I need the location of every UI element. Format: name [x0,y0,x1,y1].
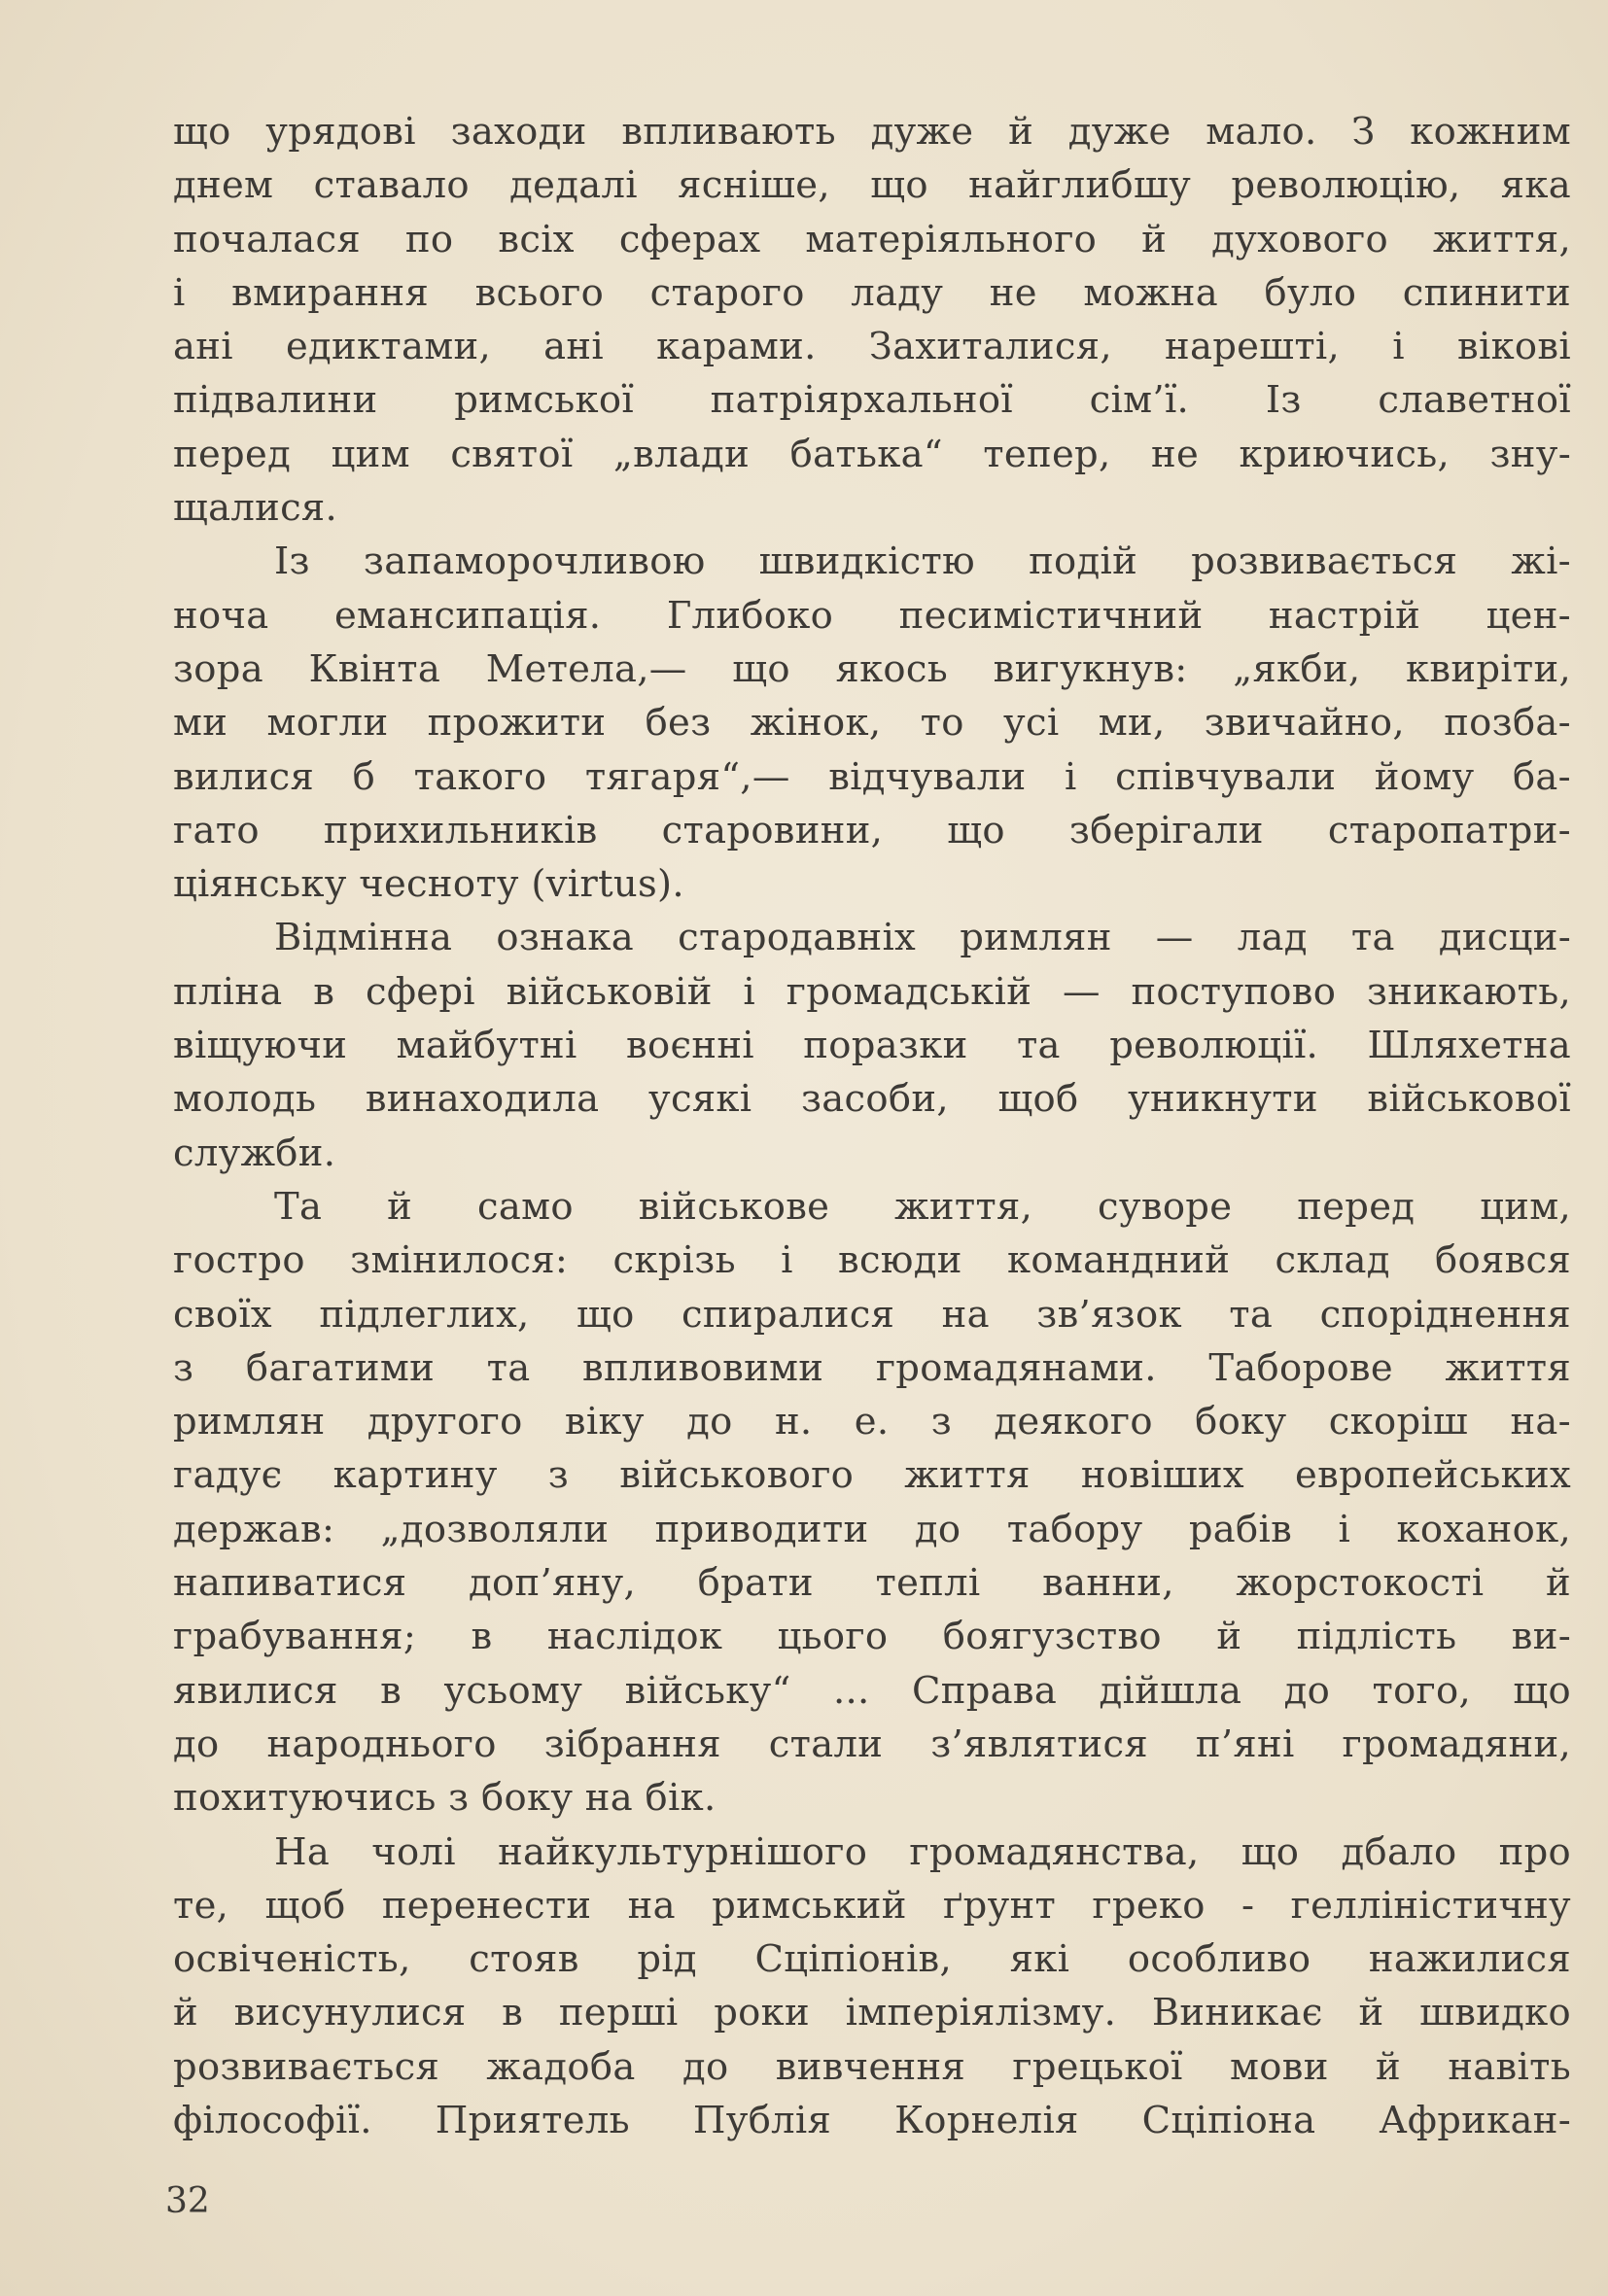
text-line: з багатими та впливовими громадянами. Таборове життя [173,1345,1571,1390]
text-line: гостро змінилося: скрізь і всюди командний склад боявся [173,1238,1571,1283]
text-line: ми могли прожити без жінок, то усі ми, звичайно, позба- [173,701,1571,746]
page-number: 32 [165,2181,210,2221]
text-line: почалася по всіх сферах матеріяльного й духового життя, [173,217,1571,261]
text-line: ноча емансипація. Глибоко песимістичний настрій цен- [173,593,1571,638]
text-line: Та й само військове життя, суворе перед цим, [274,1184,1571,1229]
text-line: розвивається жадоба до вивчення грецької мови й навіть [173,2044,1571,2089]
text-line: На чолі найкультурнішого громадянства, що дбало про [274,1829,1571,1874]
paragraph [173,535,1571,911]
text-line: віщуючи майбутні воєнні поразки та революції. Шляхетна [173,1024,1571,1068]
text-line: служби. [173,1131,336,1175]
paragraph [173,911,1571,1179]
text-line: гадує картину з військового життя новіших европейських [173,1453,1571,1498]
text-line: ані едиктами, ані карами. Захиталися, нарешті, і вікові [173,325,1571,369]
text-line: днем ставало дедалі ясніше, що найглибшу революцію, яка [173,163,1571,208]
text-line: філософії. Приятель Публія Корнелія Сціпіона Африкан- [173,2098,1571,2142]
text-line: до народнього зібрання стали з’являтися п’яні громадяни, [173,1722,1571,1766]
text-line: перед цим святої „влади батька“ тепер, не криючись, зну- [173,432,1571,476]
text-line: підвалини римської патріярхальної сім’ї. Із славетної [173,378,1571,423]
text-line: і вмирання всього старого ладу не можна було спинити [173,270,1571,315]
text-line: й висунулися в перші роки імперіялізму. Виникає й швидко [173,1991,1571,2035]
paragraph [173,105,1571,535]
text-line: молодь винаходила усякі засоби, щоб уникнути військової [173,1077,1571,1122]
text-line: освіченість, стояв рід Сціпіонів, які особливо нажилися [173,1937,1571,1982]
text-line: явилися в усьому війську“ ... Справа дійшла до того, що [173,1668,1571,1713]
text-line: вилися б такого тягаря“,— відчували і співчували йому ба- [173,754,1571,799]
text-line: грабування; в наслідок цього боягузство й підлість ви- [173,1615,1571,1659]
text-line: пліна в сфері військовій і громадській — поступово зникають, [173,969,1571,1014]
text-line: гато прихильників старовини, що зберігали старопатри- [173,808,1571,852]
paragraph [173,1826,1571,2148]
text-line: що урядові заходи впливають дуже й дуже мало. З кожним [173,110,1571,154]
text-line: Відмінна ознака стародавніх римлян — лад та дисци- [274,916,1571,960]
text-line: зора Квінта Метела,— що якось вигукнув: „якби, квиріти, [173,646,1571,691]
text-line: те, щоб перенести на римський ґрунт греко - гелліністичну [173,1883,1571,1928]
text-line: ціянську чесноту (virtus). [173,862,684,907]
body-text [173,105,1571,2147]
text-line: щалися. [173,486,338,531]
text-line: своїх підлеглих, що спиралися на зв’язок та споріднення [173,1292,1571,1337]
text-line: держав: „дозволяли приводити до табору рабів і коханок, [173,1507,1571,1551]
text-line: римлян другого віку до н. е. з деякого боку скоріш на- [173,1400,1571,1444]
text-line: напиватися доп’яну, брати теплі ванни, жорстокості й [173,1561,1571,1606]
text-line: похитуючись з боку на бік. [173,1776,717,1821]
text-line: Із запаморочливою швидкістю подій розвивається жі- [274,539,1571,584]
paragraph [173,1180,1571,1826]
